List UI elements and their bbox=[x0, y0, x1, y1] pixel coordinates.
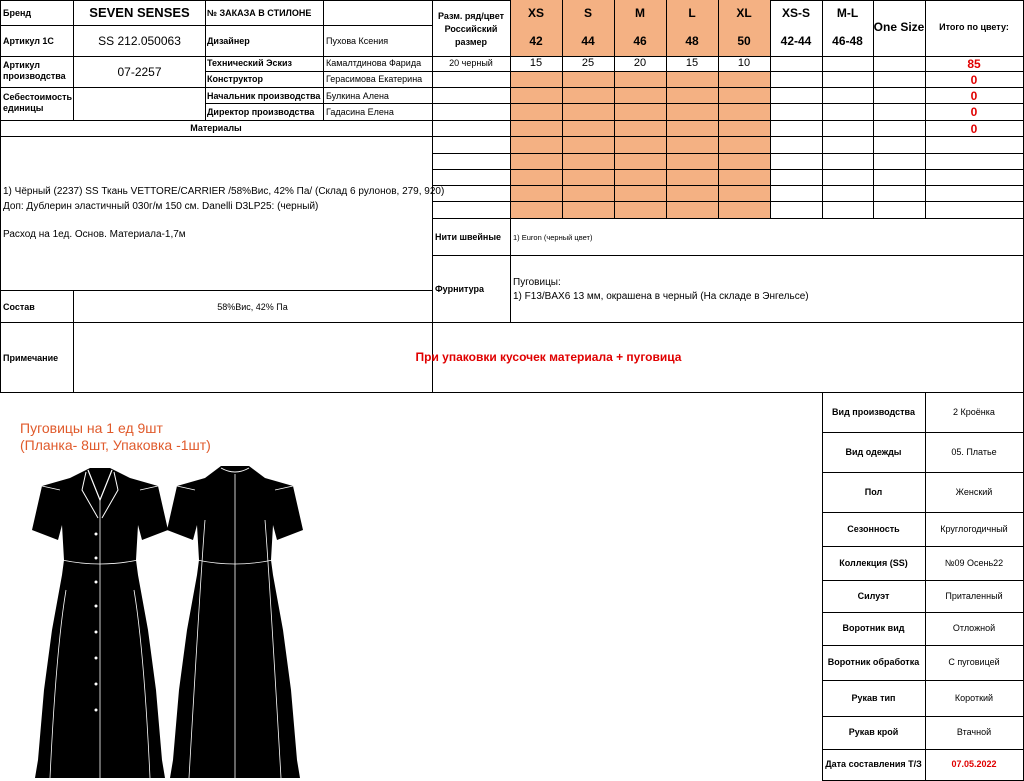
spec-label-1: Вид одежды bbox=[845, 447, 902, 457]
spec-label-0: Вид производства bbox=[832, 407, 915, 417]
constructor-label: Конструктор bbox=[207, 74, 264, 84]
spec-value-2: Женский bbox=[955, 487, 993, 497]
tech-sketch-value: Камалтдинова Фарида bbox=[326, 58, 422, 68]
ru-size-44: 44 bbox=[581, 34, 595, 48]
one-size-header: One Size bbox=[873, 20, 925, 34]
spec-label-4: Коллекция (SS) bbox=[839, 558, 908, 568]
cost-label: Себестоимость единицы bbox=[3, 92, 73, 113]
designer-label: Дизайнер bbox=[207, 36, 250, 46]
spec-label-7: Воротник обработка bbox=[827, 657, 920, 667]
prod-article-value: 07-2257 bbox=[117, 65, 162, 79]
director-value: Гадасина Елена bbox=[326, 107, 394, 117]
size-header-l: L bbox=[688, 6, 696, 20]
dress-back-sketch bbox=[165, 460, 305, 780]
spec-label-9: Рукав крой bbox=[848, 727, 899, 737]
spec-label-8: Рукав тип bbox=[851, 693, 896, 703]
spec-value-1: 05. Платье bbox=[951, 447, 997, 457]
spec-value-0: 2 Кроёнка bbox=[953, 407, 995, 417]
color-row-name: 20 черный bbox=[449, 58, 493, 68]
spec-label-5: Силуэт bbox=[857, 591, 890, 601]
ru-size-42-44: 42-44 bbox=[780, 34, 812, 48]
head-prod-label: Начальник производства bbox=[207, 91, 321, 101]
ru-size-42: 42 bbox=[529, 34, 543, 48]
size-grid-header: Разм. ряд/цвет Российский размер bbox=[438, 11, 504, 47]
spec-value-9: Втачной bbox=[956, 727, 992, 737]
ru-size-46-48: 46-48 bbox=[832, 34, 863, 48]
ru-size-46: 46 bbox=[633, 34, 647, 48]
qty-xl: 10 bbox=[737, 57, 751, 69]
note-label: Примечание bbox=[3, 353, 59, 363]
composition-label: Состав bbox=[3, 302, 35, 312]
size-header-m-l: M-L bbox=[836, 6, 859, 20]
brand-value: SEVEN SENSES bbox=[89, 5, 190, 20]
dress-front-sketch bbox=[30, 460, 170, 780]
materials-line-2: Доп: Дублерин эластичный 030г/м 150 см. Danelli D3LP25: (черный) bbox=[3, 201, 319, 212]
size-header-xs-s: XS-S bbox=[781, 6, 810, 20]
fittings-line-2: 1) F13/BAX6 13 мм, окрашена в черный (На складе в Энгельсе) bbox=[513, 291, 809, 302]
spec-value-6: Отложной bbox=[952, 623, 996, 633]
qty-l: 15 bbox=[685, 57, 699, 69]
spec-label-6: Воротник вид bbox=[842, 623, 905, 633]
head-prod-value: Булкина Алена bbox=[326, 91, 389, 101]
color-total: 85 bbox=[967, 57, 981, 71]
materials-line-1: 1) Чёрный (2237) SS Ткань VETTORE/CARRIER /58%Вис, 42% Па/ (Склад 6 рулонов, 279, 920) bbox=[3, 186, 445, 197]
materials-title: Материалы bbox=[190, 123, 242, 133]
ru-size-50: 50 bbox=[737, 34, 751, 48]
threads-value: 1) Euron (черный цвет) bbox=[513, 233, 593, 242]
row-total-5: 0 bbox=[970, 122, 978, 136]
materials-line-3: Расход на 1ед. Основ. Материала-1,7м bbox=[3, 229, 186, 240]
spec-value-4: №09 Осень22 bbox=[944, 558, 1004, 568]
brand-label: Бренд bbox=[3, 8, 32, 18]
constructor-value: Герасимова Екатерина bbox=[326, 74, 423, 84]
article1c-label: Артикул 1С bbox=[3, 36, 54, 46]
qty-s: 25 bbox=[581, 57, 595, 69]
ru-size-48: 48 bbox=[685, 34, 699, 48]
director-label: Директор производства bbox=[207, 107, 315, 117]
spec-label-3: Сезонность bbox=[847, 524, 900, 534]
spec-value-5: Приталенный bbox=[945, 591, 1003, 601]
buttons-note-line-2: (Планка- 8шт, Упаковка -1шт) bbox=[20, 437, 211, 453]
spec-label-10: Дата составления Т/З bbox=[825, 759, 922, 769]
fittings-label: Фурнитура bbox=[435, 284, 485, 294]
order-label: № ЗАКАЗА В СТИЛОНЕ bbox=[207, 8, 312, 18]
fittings-line-1: Пуговицы: bbox=[513, 277, 561, 288]
spec-value-7: С пуговицей bbox=[948, 657, 1000, 667]
designer-value: Пухова Ксения bbox=[326, 36, 389, 46]
size-header-s: S bbox=[583, 6, 592, 20]
buttons-note-line-1: Пуговицы на 1 ед 9шт bbox=[20, 420, 163, 436]
qty-m: 20 bbox=[633, 57, 647, 69]
row-total-4: 0 bbox=[970, 105, 978, 119]
note-value: При упаковки кусочек материала + пуговица bbox=[415, 350, 682, 364]
spec-value-3: Круглогодичный bbox=[940, 524, 1008, 534]
tech-sketch-label: Технический Эскиз bbox=[207, 58, 293, 68]
size-header-m: M bbox=[635, 6, 645, 20]
row-total-3: 0 bbox=[970, 89, 978, 103]
spec-value-10: 07.05.2022 bbox=[951, 759, 997, 769]
prod-article-label: Артикул производства bbox=[3, 60, 66, 81]
qty-xs: 15 bbox=[529, 57, 543, 69]
spec-value-8: Короткий bbox=[954, 693, 994, 703]
size-header-xl: XL bbox=[736, 6, 752, 20]
size-header-xs: XS bbox=[527, 6, 544, 20]
row-total-2: 0 bbox=[970, 73, 978, 87]
threads-label: Нити швейные bbox=[435, 232, 502, 242]
composition-value: 58%Вис, 42% Па bbox=[217, 302, 288, 312]
article1c-value: SS 212.050063 bbox=[98, 34, 181, 48]
spec-label-2: Пол bbox=[864, 487, 883, 497]
total-header: Итого по цвету: bbox=[939, 22, 1009, 32]
